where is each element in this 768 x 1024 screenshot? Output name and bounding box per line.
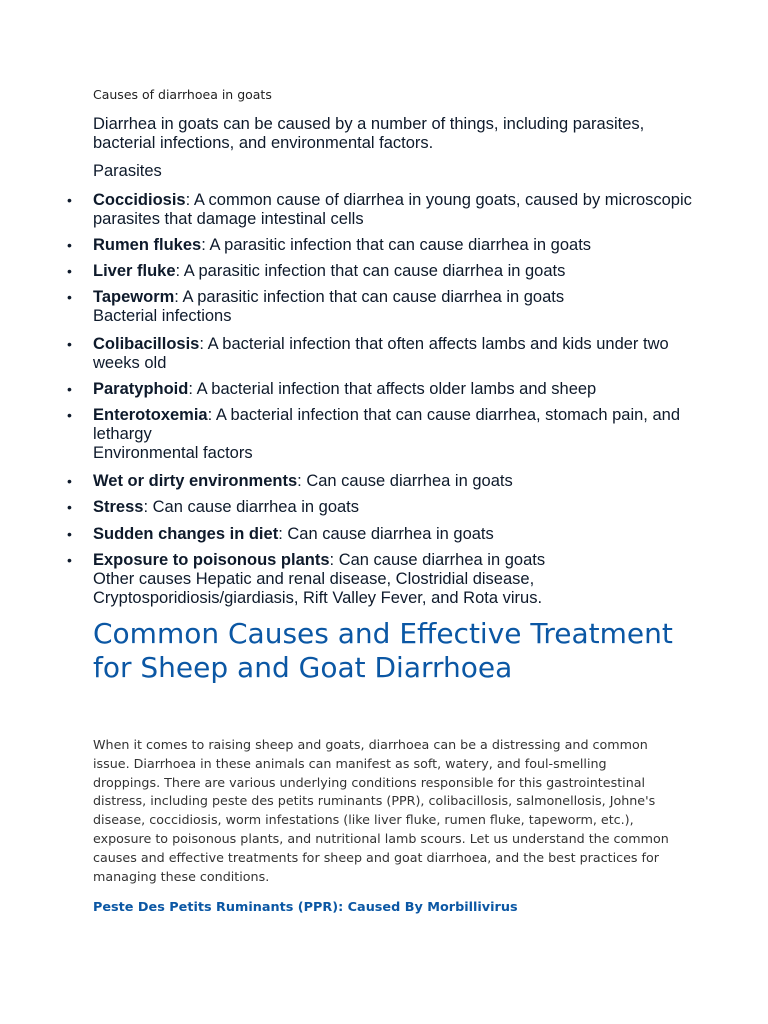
bullet-icon: •	[67, 263, 72, 279]
list-item	[67, 288, 693, 326]
list-item	[67, 406, 693, 463]
intro-paragraph: Diarrhea in goats can be caused by a number of things, including parasites, bacterial infections, and environmental factors.	[93, 115, 645, 152]
item-description: : Can cause diarrhea in goats	[143, 498, 360, 516]
list-item	[67, 472, 693, 491]
item-description: : A common cause of diarrhea in young goats, caused by microscopic parasites that damage intestinal cells	[93, 191, 692, 228]
article-paragraph: When it comes to raising sheep and goats, diarrhoea can be a distressing and common issue. Diarrhoea in these animals can manifest as soft, watery, and foul-smelling droppings. There are various underlying conditions responsible for this gastrointestinal distress, including peste des petits ruminants (PPR), colibacillosis, salmonellosis, Johne's disease, coccidiosis, worm infestations (like liver fluke, rumen fluke, tapeworm, etc.), exposure to poisonous plants, and nutritional lamb scours. Let us understand the common causes and effective treatments for sheep and goat diarrhoea, and the best practices for managing these conditions.	[93, 737, 669, 884]
item-term: Paratyphoid	[93, 380, 189, 398]
bullet-icon: •	[67, 552, 72, 568]
item-term: Coccidiosis	[93, 191, 186, 209]
item-term: Tapeworm	[93, 288, 175, 306]
item-term: Wet or dirty environments	[93, 472, 298, 490]
bullet-icon: •	[67, 526, 72, 542]
item-description: : A parasitic infection that can cause diarrhea in goats	[201, 236, 592, 254]
section-label-bacterial: Bacterial infections	[93, 307, 232, 325]
item-description: : Can cause diarrhea in goats	[297, 472, 513, 490]
item-term: Rumen flukes	[93, 236, 202, 254]
item-term: Enterotoxemia	[93, 406, 208, 424]
item-description: : Can cause diarrhea in goats	[278, 525, 494, 543]
list-item	[67, 551, 693, 608]
list-item	[67, 380, 693, 399]
item-term: Liver fluke	[93, 262, 176, 280]
bullet-icon: •	[67, 499, 72, 515]
bullet-icon: •	[67, 289, 72, 305]
item-description: : A bacterial infection that can cause diarrhea, stomach pain, and lethargy	[93, 406, 681, 443]
item-term: Exposure to poisonous plants	[93, 551, 330, 569]
list-item	[67, 525, 693, 544]
section-label-environmental: Environmental factors	[93, 444, 253, 462]
item-description: : A bacterial infection that affects older lambs and sheep	[188, 380, 597, 398]
bullet-icon: •	[67, 336, 72, 352]
item-term: Sudden changes in diet	[93, 525, 279, 543]
list-item	[67, 498, 693, 517]
bullet-icon: •	[67, 407, 72, 423]
item-description: : A bacterial infection that often affects lambs and kids under two weeks old	[93, 335, 669, 372]
list-item	[67, 335, 693, 373]
item-description: : A parasitic infection that can cause diarrhea in goats	[174, 288, 565, 306]
bullet-icon: •	[67, 192, 72, 208]
section-label-parasites: Parasites	[93, 162, 162, 180]
list-item	[67, 236, 693, 255]
list-item	[67, 262, 693, 281]
document-title: Causes of diarrhoea in goats	[93, 87, 272, 102]
item-description: : Can cause diarrhea in goats	[329, 551, 546, 569]
other-causes-text: Other causes Hepatic and renal disease, Clostridial disease, Cryptosporidiosis/giardiasis, Rift Valley Fever, and Rota virus.	[93, 570, 543, 607]
item-description: : A parasitic infection that can cause diarrhea in goats	[175, 262, 566, 280]
bullet-icon: •	[67, 473, 72, 489]
bullet-icon: •	[67, 381, 72, 397]
item-term: Stress	[93, 498, 144, 516]
list-item	[67, 191, 693, 229]
article-heading: Common Causes and Effective Treatment for Sheep and Goat Diarrhoea	[93, 617, 673, 684]
item-term: Colibacillosis	[93, 335, 200, 353]
article-subheading: Peste Des Petits Ruminants (PPR): Caused By Morbillivirus	[93, 900, 518, 915]
bullet-icon: •	[67, 237, 72, 253]
